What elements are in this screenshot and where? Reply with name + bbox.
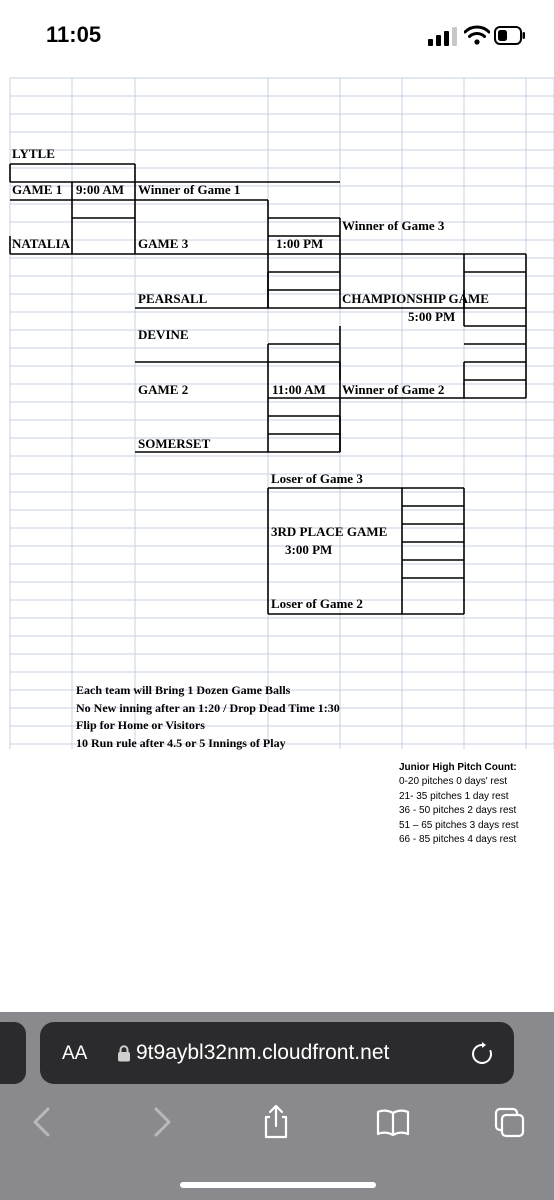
team-somerset: SOMERSET	[138, 436, 211, 451]
reload-icon[interactable]	[470, 1042, 494, 1066]
championship-time: 5:00 PM	[408, 309, 456, 324]
pitch-count-line: 36 - 50 pitches 2 days rest	[399, 805, 517, 817]
third-place-game: 3RD PLACE GAME	[271, 524, 388, 539]
url-text[interactable]: 9t9aybl32nm.cloudfront.net	[136, 1041, 390, 1064]
pitch-count-line: 51 – 65 pitches 3 days rest	[399, 819, 519, 831]
rule-1: Each team will Bring 1 Dozen Game Balls	[76, 683, 291, 697]
rule-2: No New inning after an 1:20 / Drop Dead Time 1:30	[76, 701, 340, 715]
rule-3: Flip for Home or Visitors	[76, 718, 205, 732]
team-lytle: LYTLE	[12, 146, 55, 161]
chevron-right-icon[interactable]	[144, 1104, 178, 1140]
wifi-icon	[464, 25, 490, 45]
bracket-sheet[interactable]	[0, 72, 554, 1012]
game-1-time: 9:00 AM	[76, 182, 125, 197]
pitch-count-title: Junior High Pitch Count:	[399, 762, 517, 773]
loser-game-3: Loser of Game 3	[271, 471, 363, 486]
reader-options-button[interactable]: AA	[62, 1043, 88, 1064]
winner-game-3: Winner of Game 3	[342, 218, 445, 233]
pitch-count-line: 0-20 pitches 0 days' rest	[399, 776, 508, 788]
pitch-count-note	[399, 761, 549, 847]
book-icon[interactable]	[376, 1104, 410, 1140]
rule-4: 10 Run rule after 4.5 or 5 Innings of Play	[76, 736, 286, 750]
pitch-count-line: 66 - 85 pitches 4 days rest	[399, 834, 517, 846]
loser-game-2: Loser of Game 2	[271, 596, 363, 611]
game-1-label: GAME 1	[12, 182, 63, 197]
home-indicator	[180, 1182, 376, 1188]
team-devine: DEVINE	[138, 327, 189, 342]
third-place-time: 3:00 PM	[285, 542, 333, 557]
game-3-time: 1:00 PM	[276, 236, 324, 251]
pitch-count-line: 21- 35 pitches 1 day rest	[399, 790, 509, 802]
game-3-label: GAME 3	[138, 236, 189, 251]
chevron-left-icon[interactable]	[26, 1104, 60, 1140]
previous-tab-preview[interactable]	[0, 1022, 26, 1084]
game-2-time: 11:00 AM	[272, 382, 326, 397]
spreadsheet-grid	[0, 72, 554, 1012]
tabs-icon[interactable]	[493, 1104, 527, 1140]
team-natalia: NATALIA	[12, 236, 71, 251]
battery-icon	[494, 26, 526, 45]
lock-icon	[117, 1045, 131, 1062]
status-bar	[0, 0, 554, 72]
winner-game-1: Winner of Game 1	[138, 182, 241, 197]
winner-game-2: Winner of Game 2	[342, 382, 445, 397]
status-time: 11:05	[46, 22, 102, 47]
team-pearsall: PEARSALL	[138, 291, 208, 306]
game-2-label: GAME 2	[138, 382, 189, 397]
share-icon[interactable]	[259, 1104, 293, 1140]
championship-game: CHAMPIONSHIP GAME	[342, 291, 489, 306]
cellular-signal-icon	[428, 26, 458, 46]
